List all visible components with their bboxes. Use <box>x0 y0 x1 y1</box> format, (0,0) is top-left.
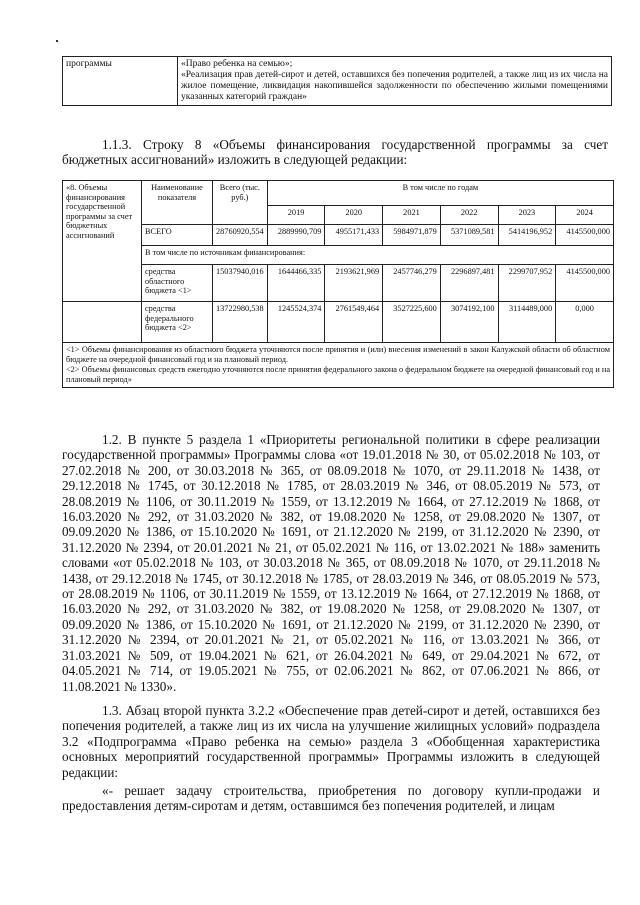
scan-dot <box>56 40 58 42</box>
table-cell: 2761549,464 <box>325 302 383 343</box>
row-label-cell: «8. Объемы финансирования государственной программы за счет бюджетных ассигнований <box>63 181 142 302</box>
header-cell: Всего (тыс. руб.) <box>213 181 268 225</box>
table-cell: 2296897,481 <box>440 265 498 302</box>
table-cell <box>178 57 612 106</box>
table-cell: 4145500,000 <box>556 265 614 302</box>
table-row <box>63 246 614 265</box>
table-cell: 2193621,969 <box>325 265 383 302</box>
header-cell: Наименование показателя <box>142 181 213 225</box>
table-cell: 5371089,581 <box>440 225 498 246</box>
footnotes-cell <box>63 343 614 388</box>
table-cell: 3074192,100 <box>440 302 498 343</box>
footnote-1: <1> Объемы финансирования из областного бюджета уточняются после принятия и (или) внесения изменений в закон Калужской области об областном бюджете на очередной финансовый год и на плановый период. <box>66 345 610 364</box>
header-cell: В том числе по годам <box>267 181 613 206</box>
footnote-2: <2> Объемы финансовых средств ежегодно уточняются после принятия федерального закона о федеральном бюджете на очередной финансовый год и на плановый период» <box>66 365 610 384</box>
table-cell: программы <box>63 57 178 106</box>
paragraph-1-1-3: 1.1.3. Строку 8 «Объемы финансирования государственной программы за счет бюджетных ассигнований» изложить в следующей редакции: <box>62 137 608 168</box>
table-cell: 2457746,279 <box>383 265 441 302</box>
table-row <box>63 225 614 246</box>
financing-table <box>62 180 614 388</box>
table-cell: 0,000 <box>556 302 614 343</box>
table-row <box>63 343 614 388</box>
year-cell: 2020 <box>325 206 383 225</box>
table-row <box>63 57 612 106</box>
program-subprograms-table <box>62 56 612 106</box>
table-cell: 4955171,433 <box>325 225 383 246</box>
year-cell: 2021 <box>383 206 441 225</box>
table-cell <box>63 302 142 343</box>
table-cell: средства областного бюджета <1> <box>142 265 213 302</box>
table-cell: 1644466,335 <box>267 265 325 302</box>
table-cell: 15037940,016 <box>213 265 268 302</box>
table-cell: 5984971,879 <box>383 225 441 246</box>
year-cell: 2022 <box>440 206 498 225</box>
table-cell: средства федерального бюджета <2> <box>142 302 213 343</box>
table-cell: 13722980,538 <box>213 302 268 343</box>
paragraph-1-2: 1.2. В пункте 5 раздела 1 «Приоритеты региональной политики в сфере реализации государственной программы» Программы слова «от 19.01.2018 № 30, от 05.02.2018 № 103, от 27.02.2018 № 200, от 30.03.2018 № 365, от 08.09.2018 № 1070, от 29.11.2018 № 1438, от 29.12.2018 № 1745, от 30.12.2018 № 1785, от 28.03.2019 № 346, от 08.05.2019 № 573, от 28.08.2019 № 1106, от 30.11.2019 № 1559, от 13.12.2019 № 1664, от 27.12.2019 № 1868, от 16.03.2020 № 292, от 31.03.2020 № 382, от 19.08.2020 № 1258, от 29.08.2020 № 1307, от 09.09.2020 № 1386, от 15.10.2020 № 1691, от 21.12.2020 № 2199, от 31.12.2020 № 2390, от 31.12.2020 № 2394, от 20.01.2021 № 21, от 05.02.2021 № 116, от 13.02.2021 № 188» заменить словами «от 05.02.2018 № 103, от 30.03.2018 № 365, от 08.09.2018 № 1070, от 29.11.2018 № 1438, от 29.12.2018 № 1745, от 30.12.2018 № 1785, от 28.03.2019 № 346, от 08.05.2019 № 573, от 28.08.2019 № 1106, от 30.11.2019 № 1559, от 13.12.2019 № 1664, от 27.12.2019 № 1868, от 16.03.2020 № 292, от 31.03.2020 № 382, от 19.08.2020 № 1258, от 29.08.2020 № 1307, от 09.09.2020 № 1386, от 15.10.2020 № 1691, от 21.12.2020 № 2199, от 31.12.2020 № 2390, от 31.12.2020 № 2394, от 20.01.2021 № 21, от 05.02.2021 № 116, от 13.03.2021 № 366, от 31.03.2021 № 509, от 19.04.2021 № 621, от 26.04.2021 № 649, от 29.04.2021 № 672, от 04.05.2021 № 714, от 19.05.2021 № 755, от 02.06.2021 № 862, от 07.06.2021 № 866, от 11.08.2021 № 1330». <box>62 432 600 694</box>
table-row <box>63 181 614 206</box>
subprogram-line: «Право ребенка на семью»; <box>181 59 293 69</box>
table-cell: 3114489,000 <box>498 302 556 343</box>
table-cell: ВСЕГО <box>142 225 213 246</box>
table-cell: В том числе по источникам финансирования: <box>142 246 614 265</box>
table-cell: 2299707,952 <box>498 265 556 302</box>
paragraph-quote: «- решает задачу строительства, приобретения по договору купли-продажи и предоставления детям-сиротам и детям, оставшимся без попечения родителей, и лицам <box>62 783 600 814</box>
table-cell: 2889990,709 <box>267 225 325 246</box>
year-cell: 2019 <box>267 206 325 225</box>
table-row <box>63 265 614 302</box>
year-cell: 2023 <box>498 206 556 225</box>
table-row <box>63 302 614 343</box>
subprogram-line: «Реализация прав детей-сирот и детей, оставшихся без попечения родителей, а также лиц из их числа на жилое помещение, ликвидация накопившейся задолженности по обеспечению жилыми помещениями указанных категорий граждан» <box>181 70 608 102</box>
table-cell: 28760920,554 <box>213 225 268 246</box>
table-cell: 5414196,952 <box>498 225 556 246</box>
table-cell: 1245524,374 <box>267 302 325 343</box>
table-cell: 4145500,000 <box>556 225 614 246</box>
paragraph-1-3: 1.3. Абзац второй пункта 3.2.2 «Обеспечение прав детей-сирот и детей, оставшихся без попечения родителей, а также лиц из их числа на улучшение жилищных условий» подраздела 3.2 «Подпрограмма «Право ребенка на семью» раздела 3 «Обобщенная характеристика основных мероприятий государственной программы» Программы изложить в следующей редакции: <box>62 703 600 780</box>
table-cell: 3527225,600 <box>383 302 441 343</box>
year-cell: 2024 <box>556 206 614 225</box>
